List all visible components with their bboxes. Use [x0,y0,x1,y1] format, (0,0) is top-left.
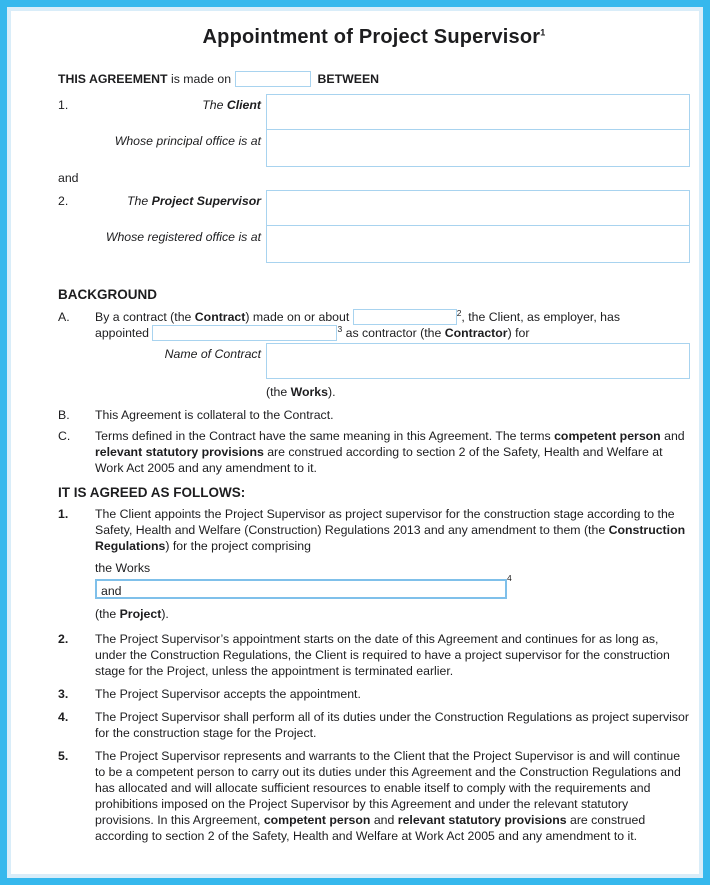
text-run: (the [266,385,291,399]
client-name-input[interactable] [266,94,690,130]
text-run: This Agreement is collateral to the Contract. [95,408,334,422]
agreed-clause-4 [58,709,690,741]
text-run: The [127,194,152,208]
supervisor-name-input[interactable] [266,190,690,226]
text-run: competent person [263,813,371,827]
text-run: and [370,813,398,827]
agreed-clause-1 [58,506,690,622]
text-run: THIS AGREEMENT [58,72,168,86]
text-run: ) made on or about [245,310,353,324]
text-run: The Project Supervisor accepts the appointment. [95,687,361,701]
clause-body [95,506,690,622]
party-name-label [95,94,266,130]
spacer [58,226,95,263]
text-run: The Project Supervisor represents and warrants to the Client that the Project Supervisor is and will continue to be a competent person to carry out its duties under this Agreement and the Construction Regulations and has allocated and will allocate sufficient resources to enable itself to comply with the requirements and prohibitions imposed on the Project Supervisor by this Agreement and under the relevant statutory provisions. In this Argreement, [95,749,681,827]
party-name-label [95,190,266,226]
text-run: ). [327,385,336,399]
party-supervisor-section [58,190,690,263]
text-run: Contract [194,310,246,324]
clause-text [95,309,690,341]
background-heading: BACKGROUND [58,287,157,302]
text-run: as contractor (the [342,326,445,340]
text-run: The Project Supervisor shall perform all of its duties under the Construction Regulations as project supervisor for the construction stage for the Project. [95,710,689,740]
clause-text [95,407,690,423]
page-title-text: Appointment of Project Supervisor [202,26,541,48]
clause-text [95,506,690,554]
and-connector: and [58,171,79,185]
spacer [58,130,95,167]
agreed-clause-2 [58,631,690,679]
text-run: ) for the project comprising [165,539,311,553]
page-title [58,25,690,49]
text-run: Works [290,385,328,399]
project-input-row [95,573,690,599]
footnote-marker-4: 4 [507,573,512,583]
text-run: and [660,429,685,443]
party-office-label: Whose registered office is at [105,230,261,244]
client-office-input[interactable] [266,129,690,167]
party-client-section [58,94,690,167]
text-run: ). [161,607,169,621]
project-suffix-line [95,606,690,622]
contractor-name-input[interactable] [152,325,337,341]
text-run: are construed according to section 2 of the Safety, Health and Welfare at Work Act 2005 and any amendment to it. [95,813,646,843]
party-number: 1. [58,98,69,112]
text-run: relevant statutory provisions [95,445,264,459]
contract-name-row [58,343,690,379]
document-content [11,25,699,844]
text-run: (the [95,607,120,621]
spacer [58,343,95,379]
clause-text [95,748,690,844]
text-run: , the Client, as employer, has [461,310,620,324]
contract-date-input[interactable] [353,309,457,325]
clause-number: 3. [58,687,69,701]
background-clause-b [58,407,690,423]
title-footnote-marker: 1 [540,27,546,38]
text-run: are construed according to section 2 of the Safety, Health and Welfare at Work Act 2005 and any amendment to it. [95,445,663,475]
party-number: 2. [58,194,69,208]
the-works-line: the Works [95,561,151,575]
agreed-heading: IT IS AGREED AS FOLLOWS: [58,485,246,500]
text-run: Client [226,98,261,112]
project-description-input[interactable]: and [95,579,507,599]
background-clause-c [58,428,690,476]
text-run: Construction Regulations [95,523,686,553]
text-run: relevant statutory provisions [397,813,567,827]
text-run: BETWEEN [317,72,380,86]
supervisor-office-input[interactable] [266,225,690,263]
agreed-clause-3 [58,686,690,702]
text-run: Project [119,607,162,621]
party-office-label: Whose principal office is at [114,134,261,148]
text-run: appointed [95,326,153,340]
works-suffix-line [266,384,690,400]
name-of-contract-label: Name of Contract [164,347,261,361]
agreed-clause-5 [58,748,690,844]
text-run: competent person [554,429,661,443]
clause-number: 4. [58,710,69,724]
text-run: The Project Supervisor’s appointment starts on the date of this Agreement and continues for as long as, under the Construction Regulations, the Client is required to have a project supervisor for the construction stage for the Project, unless the appointment is terminated earlier. [95,632,670,678]
contract-name-input[interactable] [266,343,690,379]
text-run: The Client appoints the Project Supervisor as project supervisor for the construction stage according to the Safety, Health and Welfare (Construction) Regulations 2013 and any amendment to them (the [95,507,675,537]
clause-number: 2. [58,632,69,646]
footnote-marker: 2 [456,307,462,318]
background-clause-a [58,309,690,341]
clause-number: 5. [58,749,69,763]
text-run: ) for [507,326,530,340]
text-run: Terms defined in the Contract have the same meaning in this Agreement. The terms [95,429,555,443]
text-run: Project Supervisor [151,194,261,208]
clause-text [95,686,690,702]
clause-letter: C. [58,429,71,443]
clause-letter: A. [58,310,70,324]
clause-number: 1. [58,507,69,521]
page-inner-frame [7,7,703,878]
clause-text [95,428,690,476]
footnote-marker: 3 [337,323,343,334]
clause-text [95,709,690,741]
clause-letter: B. [58,408,70,422]
text-run: The [202,98,227,112]
agreement-date-input[interactable] [235,71,311,87]
agreement-intro-line [58,71,690,87]
text-run: is made on [167,72,235,86]
text-run: By a contract (the [95,310,195,324]
text-run: Contractor [444,326,508,340]
clause-text [95,631,690,679]
